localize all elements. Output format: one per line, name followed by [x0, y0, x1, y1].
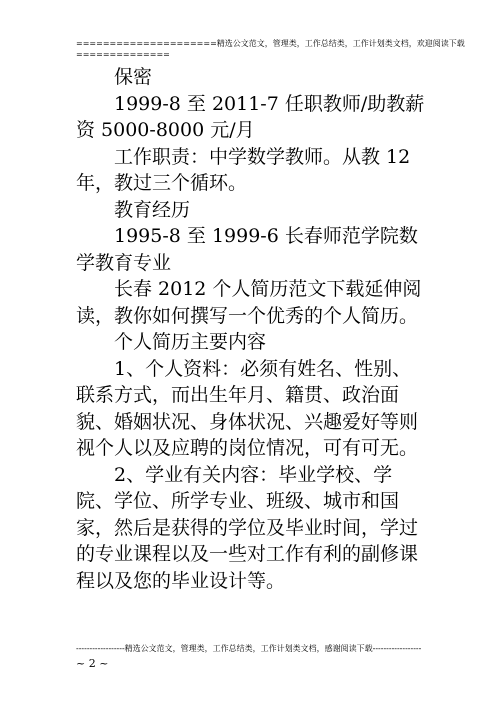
paragraph: 1999-8 至 2011-7 任职教师/助教薪资 5000-8000 元/月: [76, 92, 425, 141]
page-header: [76, 38, 465, 60]
paragraph: 1995-8 至 1999-6 长春师范学院数学教育专业: [76, 225, 418, 274]
paragraph: 2、学业有关内容：毕业学校、学院、学位、所学专业、班级、城市和国家，然后是获得的学位及毕业时间，学过的专业课程以及一些对工作有利的副修课程以及您的毕业设计等。: [76, 463, 419, 592]
paragraph: 保密: [114, 66, 153, 88]
paragraph: 个人简历主要内容: [114, 331, 267, 353]
paragraph: 工作职责：中学数学教师。从教 12 年，教过三个循环。: [76, 145, 411, 194]
paragraph: 教育经历: [114, 198, 191, 221]
header-line-1: =====================精选公文范文，管理类，工作总结类，工作计划类文档，欢迎阅读下载: [76, 39, 465, 48]
page-footer: ------------------精选公文范文，管理类，工作总结类，工作计划类文档，感谢阅读下载------------------: [76, 644, 422, 653]
page-number: ~ 2 ~: [76, 657, 109, 670]
header-line-2: ==============: [76, 50, 170, 59]
paragraph: 长春 2012 个人简历范文下载延伸阅读，教你如何撰写一个优秀的个人简历。: [76, 278, 422, 327]
document-body: [76, 64, 426, 594]
paragraph: 1、个人资料：必须有姓名、性别、联系方式，而出生年月、籍贯、政治面貌、婚姻状况、身体状况、兴趣爱好等则视个人以及应聘的岗位情况，可有可无。: [76, 357, 419, 459]
